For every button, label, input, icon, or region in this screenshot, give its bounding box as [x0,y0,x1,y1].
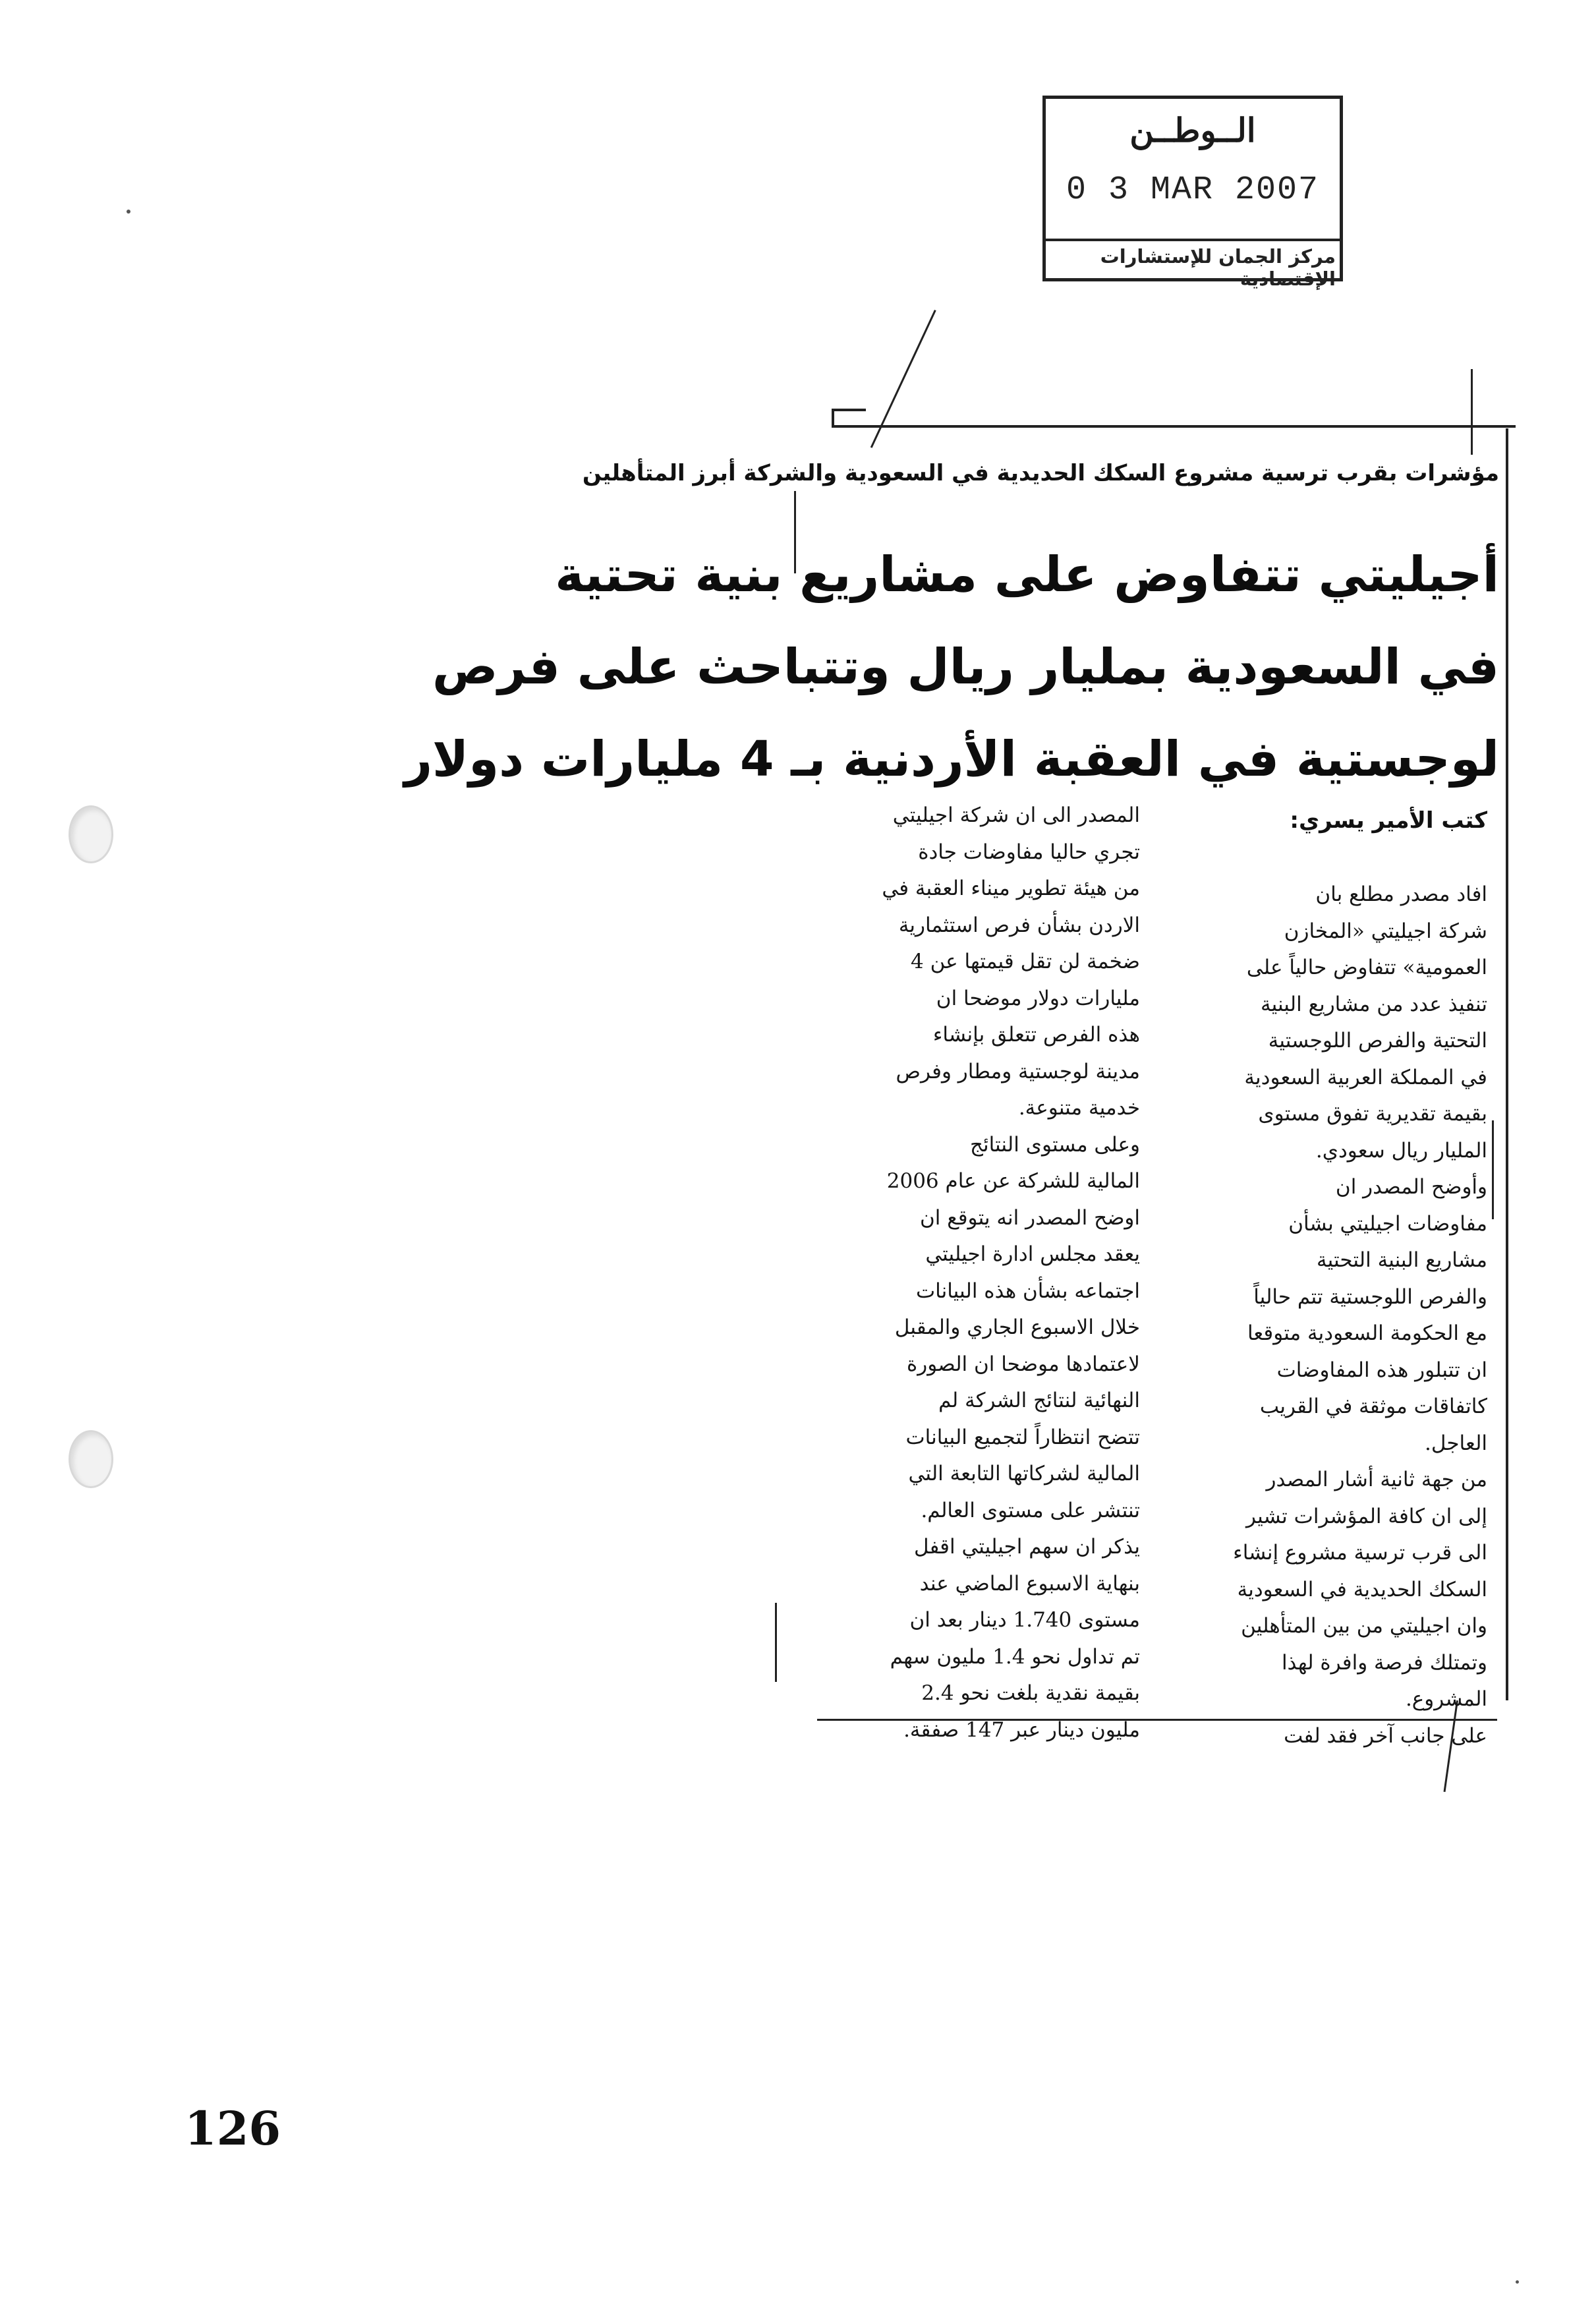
column-line: التحتية والفرص اللوجستية [1268,1029,1487,1053]
column-line: مليون دينار عبر 147 صفقة. [903,1717,1140,1742]
page-number: 126 [185,2101,281,2156]
column-line: المشروع. [1405,1687,1487,1711]
column-line: اوضح المصدر انه يتوقع ان [920,1205,1140,1230]
column-line: الاردن بشأن فرص استثمارية [898,913,1140,937]
punch-hole-top [69,805,113,863]
column-line: مشاريع البنية التحتية [1316,1248,1487,1272]
cut-mark-top-left-tick [832,409,834,427]
column-line: المالية لشركاتها التابعة التي [908,1462,1140,1486]
column-line: يذكر ان سهم اجيليتي اقفل [914,1535,1140,1559]
column-line: النهائية لنتائج الشركة لم [938,1389,1140,1412]
cut-mark-top [832,425,1516,428]
column-line: مليارات دولار موضحا ان [936,986,1140,1010]
column-line: على جانب آخر فقد لفت [1284,1723,1487,1748]
column-line: اجتماعه بشأن هذه البيانات [915,1279,1140,1303]
column-line: تم تداول نحو 1.4 مليون سهم [890,1644,1140,1669]
column-line: من هيئة تطوير ميناء العقبة في [882,877,1140,900]
column-line: بقيمة نقدية بلغت نحو 2.4 [921,1681,1140,1705]
column-line: وتمتلك فرصة وافرة لهذا [1281,1650,1487,1675]
column-line: تنفيذ عدد من مشاريع البنية [1260,992,1487,1016]
scan-speck [1516,2280,1519,2284]
stamp-center-name: مركز الجمان للإستشارات الإقتصادية [1100,245,1336,290]
scan-speck [127,210,130,214]
date-stamp [1042,96,1343,290]
headline-line: أجيليتي تتفاوض على مشاريع بنية تحتية [555,546,1499,603]
column-line: وان اجيليتي من بين المتأهلين [1241,1614,1487,1638]
headline-line: لوجستية في العقبة الأردنية بـ 4 مليارات دولار [404,731,1499,788]
article-headline [404,529,1499,805]
column-line: كاتفاقات موثقة في القريب [1259,1395,1487,1418]
column-line: بنهاية الاسبوع الماضي عند [919,1571,1140,1596]
column-line: مفاوضات اجيليتي بشأن [1288,1211,1487,1236]
column-line: خلال الاسبوع الجاري والمقبل [894,1315,1140,1339]
column-line: ان تتبلور هذه المفاوضات [1276,1358,1487,1382]
column-line: وعلى مستوى النتائج [969,1132,1140,1157]
column-line: المصدر الى ان شركة اجيليتي [892,803,1140,827]
column-line: مدينة لوجستية ومطار وفرص [896,1059,1140,1083]
stamp-divider [1046,239,1340,241]
column-line: يعقد مجلس ادارة اجيليتي [925,1242,1140,1266]
column-line: إلى ان كافة المؤشرات تشير [1246,1504,1487,1528]
column-line: هذه الفرص تتعلق بإنشاء [932,1023,1140,1047]
column-line: وأوضح المصدر ان [1335,1175,1487,1199]
column-line: تنتشر على مستوى العالم. [921,1498,1140,1522]
column-line: تتضح انتظاراً لتجميع البيانات [905,1425,1140,1449]
cut-mark-right-stroke [1471,369,1473,455]
column-line: العمومية» تتفاوض حالياً على [1246,956,1487,979]
column-line: افاد مصدر مطلع بان [1315,882,1487,906]
column-line: مع الحكومة السعودية متوقعا [1247,1321,1487,1345]
column-line: العاجل. [1425,1431,1487,1455]
column-line: من جهة ثانية أشار المصدر [1266,1468,1487,1491]
column-line: شركة اجيليتي «المخازن [1284,919,1487,943]
headline-line: في السعودية بمليار ريال وتتباحث على فرص [432,639,1499,695]
cut-mark-right-stroke [1492,1120,1494,1219]
column-line: والفرص اللوجستية تتم حالياً [1253,1284,1487,1309]
article-kicker: مؤشرات بقرب ترسية مشروع السكك الحديدية في السعودية والشركة أبرز المتأهلين [582,460,1499,486]
punch-hole-bottom [69,1430,113,1488]
column-line: في المملكة العربية السعودية [1244,1065,1487,1089]
column-line: المليار ريال سعودي. [1315,1138,1487,1163]
column-line: مستوى 1.740 دينار بعد ان [909,1608,1140,1632]
column-line: السكك الحديدية في السعودية [1237,1577,1487,1601]
cut-mark-right-vertical [1506,428,1508,1700]
column-line: ضخمة لن تقل قيمتها عن 4 [911,950,1140,973]
cut-mark-left-tick [775,1603,777,1682]
column-line: بقيمة تقديرية تفوق مستوى [1258,1102,1487,1126]
column-line: المالية للشركة عن عام 2006 [886,1169,1140,1193]
column-line: تجري حاليا مفاوضات جادة [918,840,1140,864]
stamp-date: 0 3 MAR 2007 [1066,171,1320,209]
column-line: لاعتمادها موضحا ان الصورة [906,1352,1140,1376]
column-line: خدمية متنوعة. [1018,1096,1140,1120]
article-byline: كتب الأمير يسري: [1290,807,1487,834]
column-line: الى قرب ترسية مشروع إنشاء [1233,1541,1487,1565]
article-column-right [1171,877,1487,1754]
article-column-left [817,797,1140,1748]
stamp-newspaper-name: الــوطــن [1129,111,1256,150]
cut-mark-top-corner [832,409,866,411]
